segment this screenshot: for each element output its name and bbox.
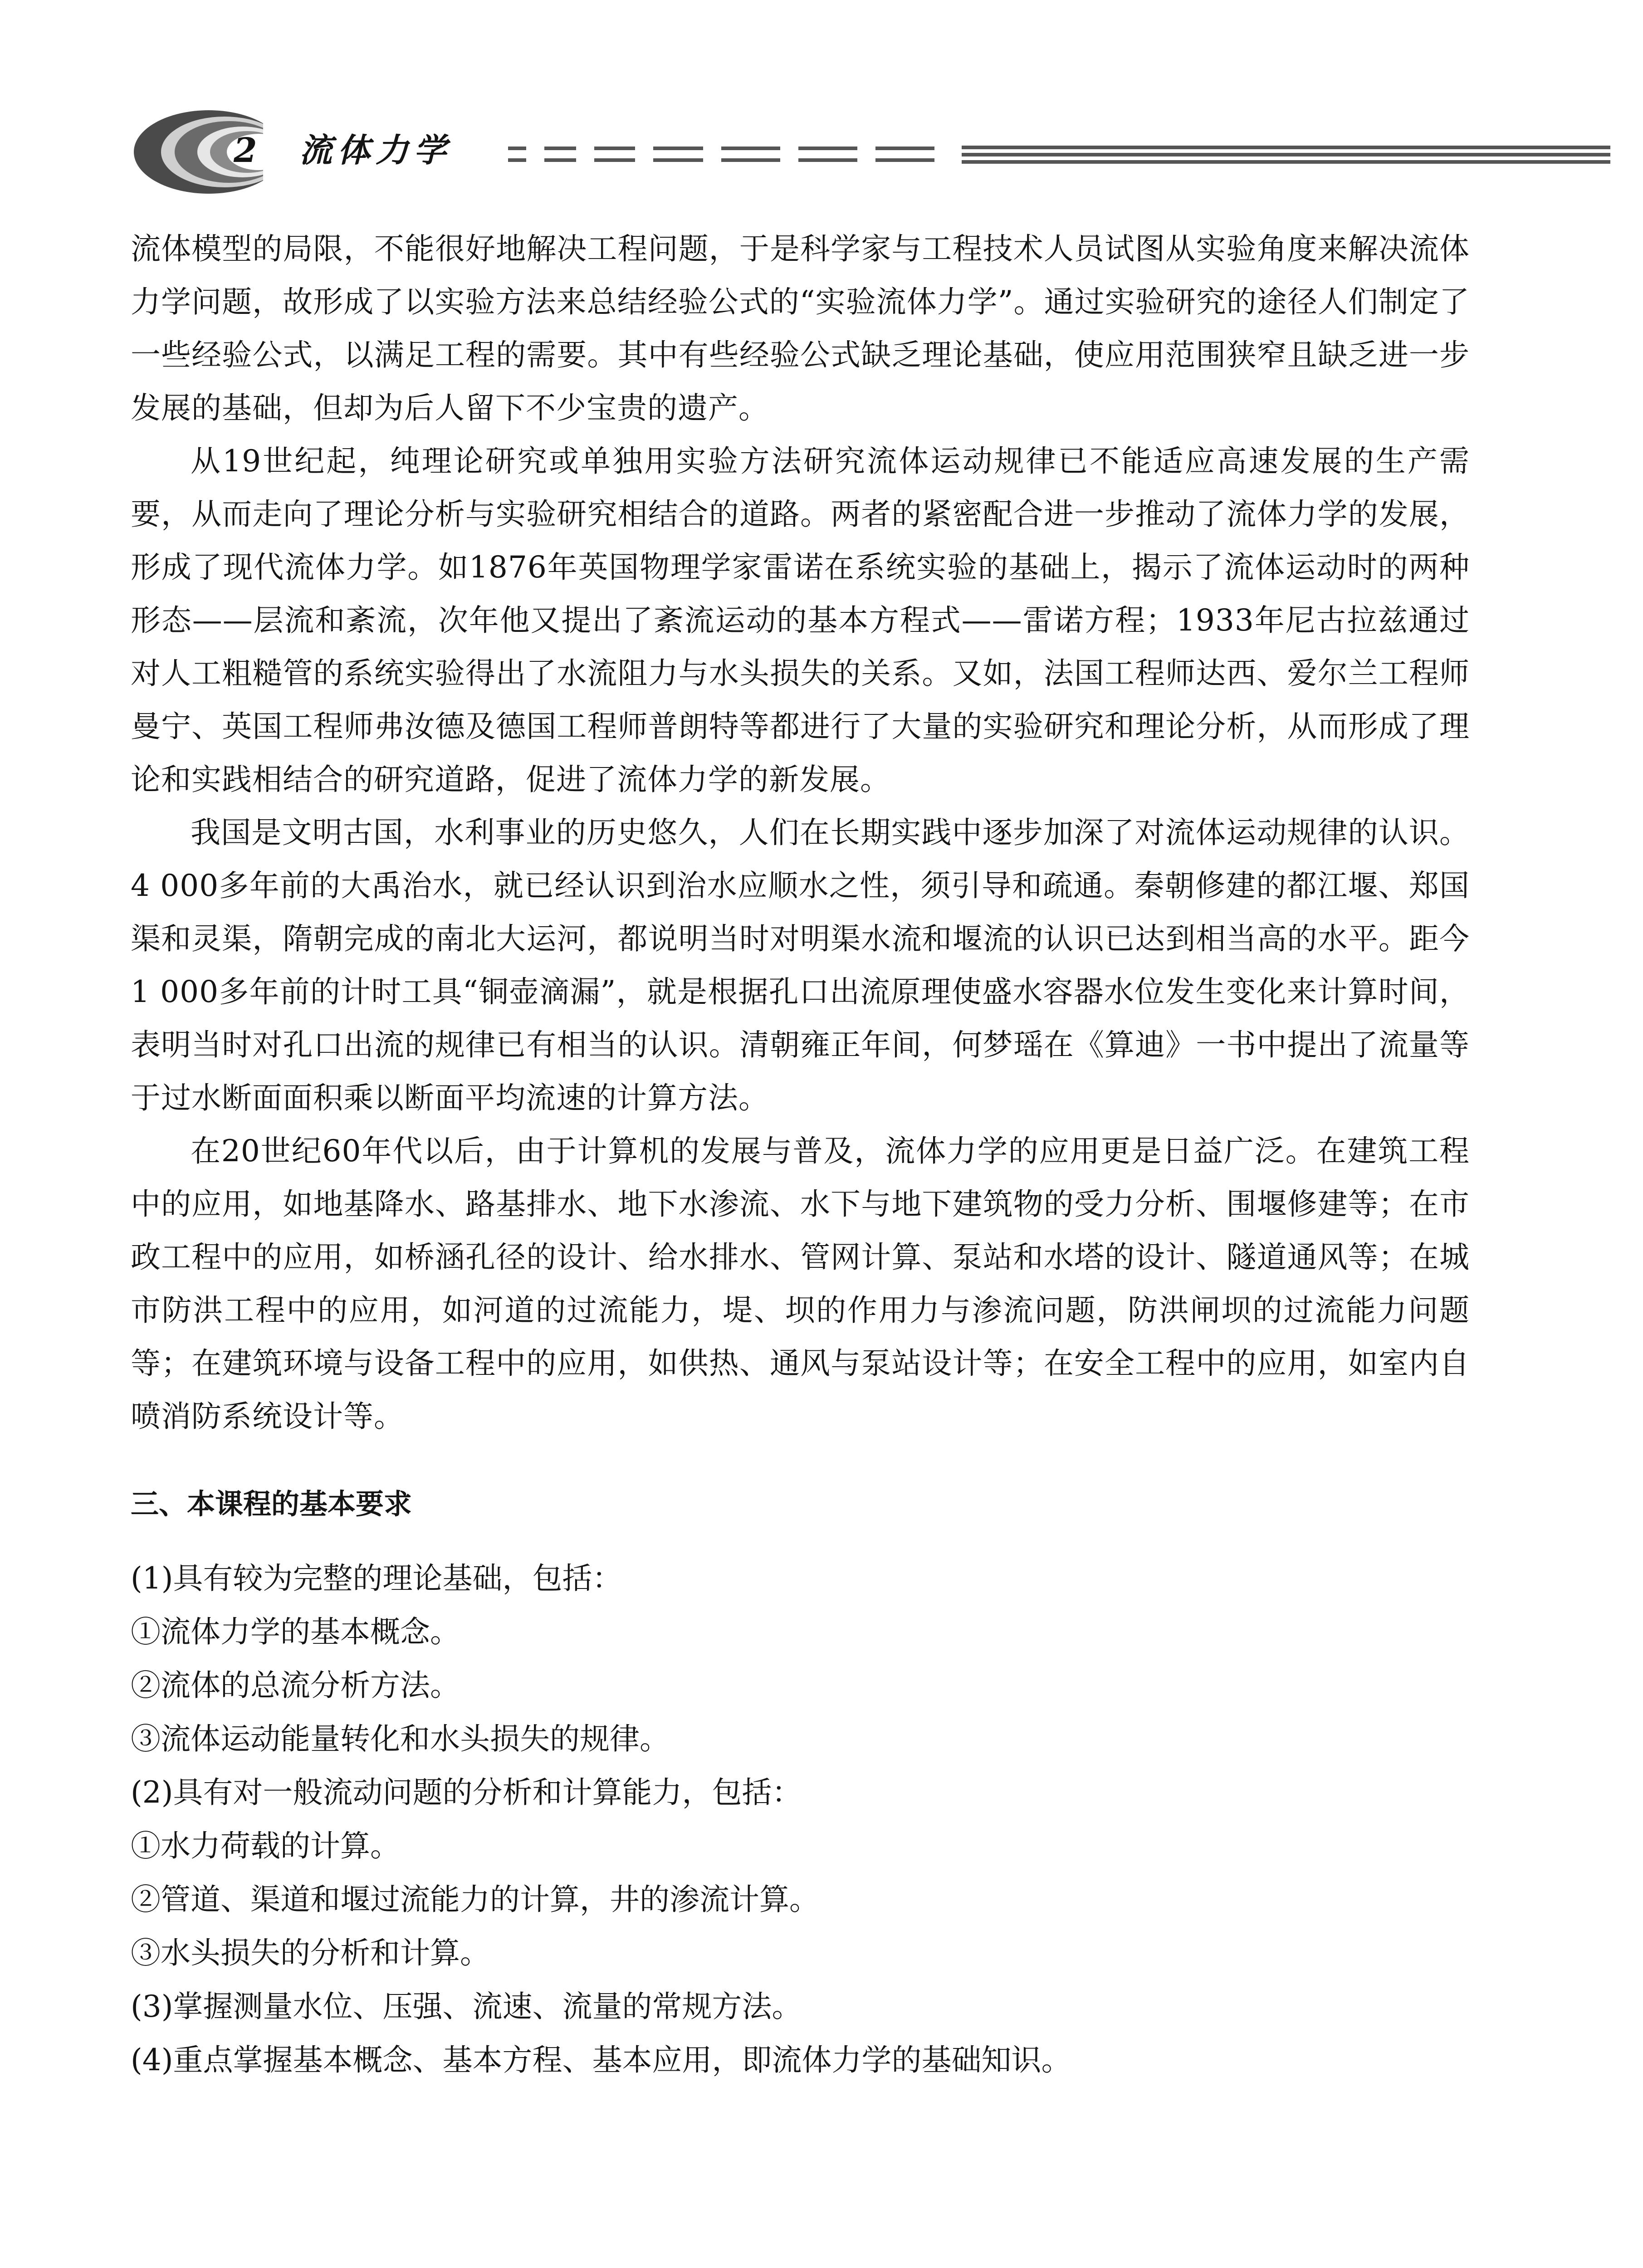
list-item: ③流体运动能量转化和水头损失的规律。	[131, 1721, 670, 1756]
paragraph-continued: 流体模型的局限，不能很好地解决工程问题，于是科学家与工程技术人员试图从实验角度来解决流体力学问题，故形成了以实验方法来总结经验公式的“实验流体力学”。通过实验研究的途径人们制定了一些经验公式，以满足工程的需要。其中有些经验公式缺乏理论基础，使应用范围狭窄且缺乏进一步发展的基础，但却为后人留下不少宝贵的遗产。	[131, 231, 1470, 425]
paragraph-china-history: 我国是文明古国，水利事业的历史悠久，人们在长期实践中逐步加深了对流体运动规律的认识。4 000多年前的大禹治水，就已经认识到治水应顺水之性，须引导和疏通。秦朝修建的都江堰、郑国渠和灵渠，隋朝完成的南北大运河，都说明当时对明渠水流和堰流的认识已达到相当高的水平。距今1 000多年前的计时工具“铜壶滴漏”，就是根据孔口出流原理使盛水容器水位发生变化来计算时间，表明当时对孔口出流的规律已有相当的认识。清朝雍正年间，何梦瑶在《算迪》一书中提出了流量等于过水断面面积乘以断面平均流速的计算方法。	[131, 815, 1470, 1115]
paragraph-modern-applications: 在20世纪60年代以后，由于计算机的发展与普及，流体力学的应用更是日益广泛。在建筑工程中的应用，如地基降水、路基排水、地下水渗流、水下与地下建筑物的受力分析、围堰修建等；在市政工程中的应用，如桥涵孔径的设计、给水排水、管网计算、泵站和水塔的设计、隧道通风等；在城市防洪工程中的应用，如河道的过流能力，堤、坝的作用力与渗流问题，防洪闸坝的过流能力问题等；在建筑环境与设备工程中的应用，如供热、通风与泵站设计等；在安全工程中的应用，如室内自喷消防系统设计等。	[131, 1134, 1470, 1434]
list-item: ①流体力学的基本概念。	[131, 1614, 460, 1649]
list-item: ②流体的总流分析方法。	[131, 1668, 460, 1703]
list-item: (4)重点掌握基本概念、基本方程、基本应用，即流体力学的基础知识。	[131, 2043, 1071, 2077]
book-title: 流体力学	[299, 131, 452, 169]
section-heading: 三、本课程的基本要求	[131, 1487, 412, 1520]
list-item: (3)掌握测量水位、压强、流速、流量的常规方法。	[131, 1989, 802, 2024]
requirements-list	[131, 1552, 1470, 2087]
page-number: 2	[234, 131, 257, 170]
list-item: ②管道、渠道和堰过流能力的计算，井的渗流计算。	[131, 1882, 819, 1917]
list-item: ③水头损失的分析和计算。	[131, 1936, 490, 1970]
list-item: ①水力荷载的计算。	[131, 1828, 400, 1863]
paragraph-19th-century: 从19世纪起，纯理论研究或单独用实验方法研究流体运动规律已不能适应高速发展的生产需要，从而走向了理论分析与实验研究相结合的道路。两者的紧密配合进一步推动了流体力学的发展，形成了现代流体力学。如1876年英国物理学家雷诺在系统实验的基础上，揭示了流体运动时的两种形态——层流和紊流，次年他又提出了紊流运动的基本方程式——雷诺方程；1933年尼古拉兹通过对人工粗糙管的系统实验得出了水流阻力与水头损失的关系。又如，法国工程师达西、爱尔兰工程师曼宁、英国工程师弗汝德及德国工程师普朗特等都进行了大量的实验研究和理论分析，从而形成了理论和实践相结合的研究道路，促进了流体力学的新发展。	[131, 444, 1470, 797]
running-header	[132, 107, 1474, 197]
header-rule	[962, 145, 1610, 165]
header-dash-divider	[508, 145, 934, 165]
list-item: (2)具有对一般流动问题的分析和计算能力，包括：	[131, 1775, 802, 1810]
list-item: (1)具有较为完整的理论基础，包括：	[131, 1561, 622, 1596]
page-body	[131, 222, 1470, 2087]
